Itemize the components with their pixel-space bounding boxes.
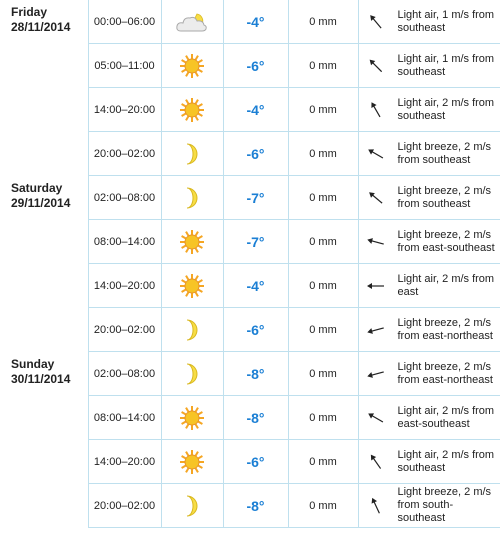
wind-description: Light breeze, 2 m/s from southeast <box>394 176 500 220</box>
precipitation: 0 mm <box>288 220 358 264</box>
precipitation: 0 mm <box>288 308 358 352</box>
day-name: Saturday <box>11 180 63 195</box>
period-time: 08:00–14:00 <box>88 220 161 264</box>
temperature: -8° <box>223 396 288 440</box>
wind-arrow-icon <box>358 484 394 528</box>
temperature: -7° <box>223 176 288 220</box>
temperature: -8° <box>223 484 288 528</box>
precipitation: 0 mm <box>288 264 358 308</box>
moon-icon <box>161 352 223 396</box>
temperature: -6° <box>223 44 288 88</box>
wind-description: Light breeze, 2 m/s from southeast <box>394 132 500 176</box>
period-time: 14:00–20:00 <box>88 264 161 308</box>
wind-description: Light breeze, 2 m/s from east-northeast <box>394 308 500 352</box>
wind-arrow-icon <box>358 132 394 176</box>
wind-description: Light breeze, 2 m/s from east-northeast <box>394 352 500 396</box>
sun-icon <box>161 440 223 484</box>
period-time: 02:00–08:00 <box>88 352 161 396</box>
precipitation: 0 mm <box>288 440 358 484</box>
day-date: 30/11/2014 <box>11 371 71 386</box>
precipitation: 0 mm <box>288 44 358 88</box>
moon-icon <box>161 308 223 352</box>
sun-icon <box>161 220 223 264</box>
temperature: -4° <box>223 264 288 308</box>
temperature: -6° <box>223 132 288 176</box>
moon-icon <box>161 484 223 528</box>
period-time: 14:00–20:00 <box>88 88 161 132</box>
wind-description: Light air, 2 m/s from east-southeast <box>394 396 500 440</box>
forecast-row <box>0 0 500 44</box>
wind-description: Light air, 2 m/s from southeast <box>394 440 500 484</box>
period-time: 02:00–08:00 <box>88 176 161 220</box>
wind-arrow-icon <box>358 220 394 264</box>
wind-arrow-icon <box>358 264 394 308</box>
day-cell <box>0 352 88 528</box>
temperature: -8° <box>223 352 288 396</box>
day-date: 28/11/2014 <box>11 20 71 34</box>
precipitation: 0 mm <box>288 0 358 44</box>
temperature: -4° <box>223 0 288 44</box>
temperature: -6° <box>223 440 288 484</box>
precipitation: 0 mm <box>288 88 358 132</box>
precipitation: 0 mm <box>288 176 358 220</box>
wind-arrow-icon <box>358 0 394 44</box>
day-cell <box>0 176 88 352</box>
period-time: 20:00–02:00 <box>88 484 161 528</box>
wind-arrow-icon <box>358 396 394 440</box>
sun-icon <box>161 264 223 308</box>
wind-description: Light breeze, 2 m/s from east-southeast <box>394 220 500 264</box>
period-time: 08:00–14:00 <box>88 396 161 440</box>
wind-description: Light air, 1 m/s from southeast <box>394 44 500 88</box>
wind-arrow-icon <box>358 440 394 484</box>
wind-arrow-icon <box>358 44 394 88</box>
day-name: Friday <box>11 5 48 19</box>
precipitation: 0 mm <box>288 484 358 528</box>
day-name: Sunday <box>11 356 55 371</box>
temperature: -7° <box>223 220 288 264</box>
period-time: 14:00–20:00 <box>88 440 161 484</box>
wind-description: Light air, 2 m/s from southeast <box>394 88 500 132</box>
period-time: 20:00–02:00 <box>88 132 161 176</box>
wind-arrow-icon <box>358 308 394 352</box>
forecast-row <box>0 176 500 220</box>
sun-icon <box>161 44 223 88</box>
wind-arrow-icon <box>358 352 394 396</box>
day-date: 29/11/2014 <box>11 195 71 210</box>
precipitation: 0 mm <box>288 132 358 176</box>
sun-icon <box>161 396 223 440</box>
wind-description: Light air, 2 m/s from east <box>394 264 500 308</box>
wind-description: Light air, 1 m/s from southeast <box>394 0 500 44</box>
sun-icon <box>161 88 223 132</box>
day-cell <box>0 0 88 176</box>
wind-arrow-icon <box>358 88 394 132</box>
wind-description: Light breeze, 2 m/s from south-southeast <box>394 484 500 528</box>
precipitation: 0 mm <box>288 396 358 440</box>
cloud-icon <box>161 0 223 44</box>
precipitation: 0 mm <box>288 352 358 396</box>
forecast-row <box>0 352 500 396</box>
period-time: 20:00–02:00 <box>88 308 161 352</box>
wind-arrow-icon <box>358 176 394 220</box>
moon-icon <box>161 176 223 220</box>
moon-icon <box>161 132 223 176</box>
period-time: 05:00–11:00 <box>88 44 161 88</box>
temperature: -4° <box>223 88 288 132</box>
temperature: -6° <box>223 308 288 352</box>
period-time: 00:00–06:00 <box>88 0 161 44</box>
